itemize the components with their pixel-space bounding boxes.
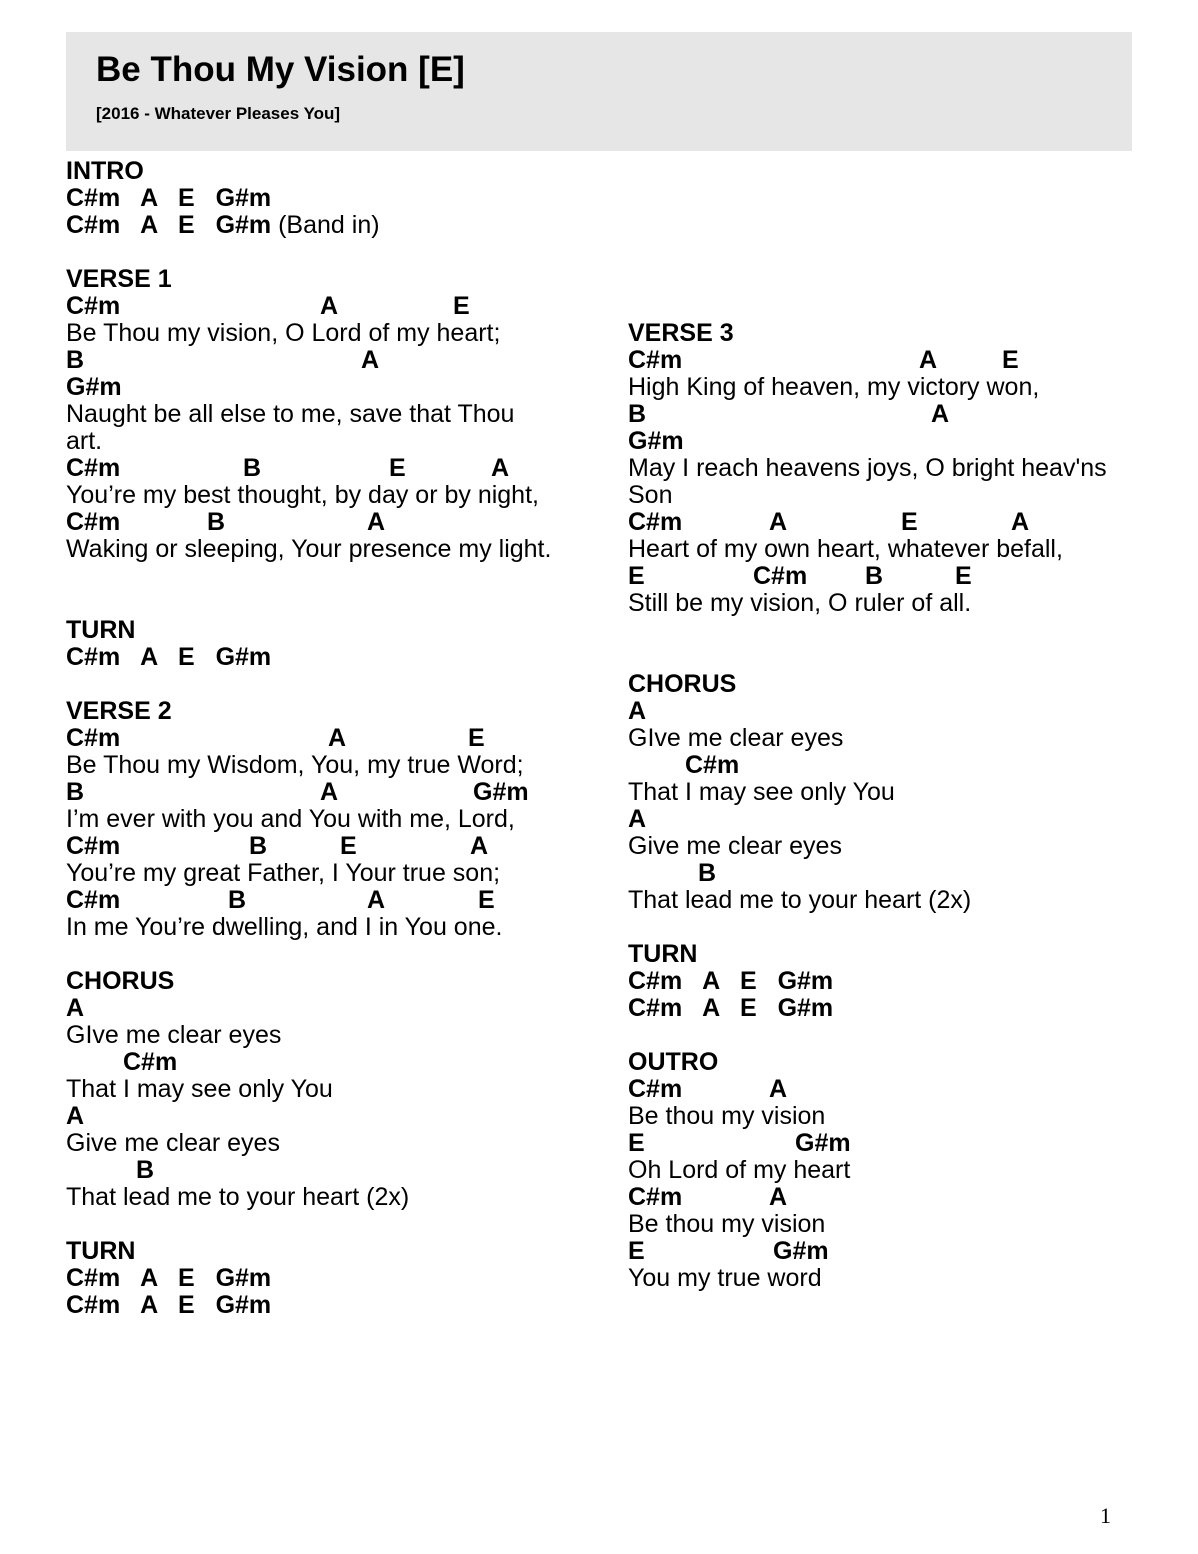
turn-section	[628, 941, 1148, 1022]
chord: A	[328, 724, 347, 752]
chord: E	[628, 1129, 645, 1157]
lyric-line: Be thou my vision	[628, 1210, 826, 1238]
chord: C#m	[66, 292, 121, 320]
outro-section	[628, 1049, 1148, 1292]
verse2-section	[66, 698, 576, 941]
song-subtitle: [2016 - Whatever Pleases You]	[96, 104, 341, 123]
chorus-section	[66, 968, 576, 1211]
chord: E	[468, 724, 485, 752]
chord-line: G#m	[66, 373, 122, 401]
chorus-section	[628, 671, 1148, 914]
chord: C#m	[66, 454, 121, 482]
section-header: VERSE 1	[66, 265, 172, 293]
lyric-line: Be thou my vision	[628, 1102, 826, 1130]
chord-line	[628, 1238, 1148, 1265]
chord-sequence: C#m A E G#m	[66, 211, 272, 239]
chord-line	[66, 833, 576, 860]
chord-line	[66, 509, 576, 536]
section-header: TURN	[66, 616, 136, 644]
turn-section	[66, 1238, 576, 1319]
lyric-line: You’re my great Father, I Your true son;	[66, 859, 501, 887]
performance-note: (Band in)	[271, 211, 380, 239]
chord: B	[228, 886, 247, 914]
lyric-line: GIve me clear eyes	[66, 1021, 282, 1049]
lyric-line: That I may see only You	[66, 1075, 333, 1103]
chord-line	[628, 1130, 1148, 1157]
chord-line: A	[66, 1102, 85, 1130]
chord: G#m	[773, 1237, 829, 1265]
section-header: TURN	[66, 1237, 136, 1265]
chord: C#m	[628, 1075, 683, 1103]
chord-line: G#m	[628, 427, 684, 455]
lyric-line: High King of heaven, my victory won,	[628, 373, 1040, 401]
lyric-line: GIve me clear eyes	[628, 724, 844, 752]
chord-line	[66, 725, 576, 752]
chord: C#m	[628, 508, 683, 536]
lyric-line: That lead me to your heart (2x)	[66, 1183, 410, 1211]
chord-line	[628, 401, 1148, 428]
chord: A	[769, 1075, 788, 1103]
chord: A	[361, 346, 380, 374]
lyric-line: Give me clear eyes	[66, 1129, 280, 1157]
chord-line	[628, 752, 1148, 779]
chord: B	[136, 1156, 155, 1184]
verse3-section	[628, 320, 1148, 617]
chord: B	[66, 778, 85, 806]
lyric-line: Waking or sleeping, Your presence my light.	[66, 535, 552, 563]
chord: C#m	[753, 562, 808, 590]
chord: A	[320, 292, 339, 320]
page-number: 1	[1100, 1503, 1111, 1528]
chord: A	[470, 832, 489, 860]
section-header: CHORUS	[628, 670, 737, 698]
chord-line	[628, 1184, 1148, 1211]
chord: A	[769, 1183, 788, 1211]
chord: A	[931, 400, 950, 428]
chord: A	[320, 778, 339, 806]
chord: E	[955, 562, 972, 590]
chord: E	[389, 454, 406, 482]
chord: C#m	[66, 886, 121, 914]
chord: B	[628, 400, 647, 428]
lyric-line: May I reach heavens joys, O bright heav'ns	[628, 454, 1107, 482]
chord: C#m	[685, 751, 740, 779]
chord: C#m	[66, 508, 121, 536]
lyric-line: art.	[66, 427, 103, 455]
chord-line: A	[628, 697, 647, 725]
lyric-line: I’m ever with you and You with me, Lord,	[66, 805, 515, 833]
chord-line	[628, 347, 1148, 374]
chord-line	[628, 860, 1148, 887]
section-header: TURN	[628, 940, 698, 968]
chord-line: A	[628, 805, 647, 833]
chord-line: C#m A E G#m	[628, 967, 834, 995]
lyric-line: In me You’re dwelling, and I in You one.	[66, 913, 503, 941]
section-header: INTRO	[66, 157, 144, 185]
chord-line: A	[66, 994, 85, 1022]
chord: B	[865, 562, 884, 590]
chord: E	[340, 832, 357, 860]
chord: C#m	[66, 832, 121, 860]
chord: C#m	[123, 1048, 178, 1076]
chord-line: C#m A E G#m	[66, 1264, 272, 1292]
chord: A	[367, 508, 386, 536]
chord: B	[207, 508, 226, 536]
chord-line	[66, 347, 576, 374]
verse1-section	[66, 266, 576, 563]
chord-line	[628, 509, 1148, 536]
chord: C#m	[628, 1183, 683, 1211]
chord-line	[66, 887, 576, 914]
lyric-line: Be Thou my Wisdom, You, my true Word;	[66, 751, 524, 779]
lyric-line: Oh Lord of my heart	[628, 1156, 851, 1184]
chord: E	[478, 886, 495, 914]
chord: B	[66, 346, 85, 374]
chord-line	[66, 1049, 576, 1076]
chord-line	[628, 1076, 1148, 1103]
section-header: CHORUS	[66, 967, 175, 995]
chord-line	[66, 455, 576, 482]
lyric-line: You’re my best thought, by day or by night,	[66, 481, 539, 509]
chord: A	[1011, 508, 1030, 536]
title-banner	[66, 32, 1132, 151]
lyric-line: Naught be all else to me, save that Thou	[66, 400, 515, 428]
chord-line	[66, 1157, 576, 1184]
song-title: Be Thou My Vision [E]	[96, 50, 465, 89]
chord: C#m	[66, 724, 121, 752]
chord-line	[628, 563, 1148, 590]
section-header: VERSE 3	[628, 319, 734, 347]
chord-line	[66, 779, 576, 806]
lyric-line: Give me clear eyes	[628, 832, 842, 860]
intro-section	[66, 158, 576, 239]
chord: A	[769, 508, 788, 536]
chord-line: C#m A E G#m	[66, 643, 272, 671]
chord: C#m	[628, 346, 683, 374]
chord: E	[628, 1237, 645, 1265]
turn-section	[66, 617, 576, 671]
lyric-line: That I may see only You	[628, 778, 895, 806]
chord: G#m	[795, 1129, 851, 1157]
chord: A	[491, 454, 510, 482]
chord-line: C#m A E G#m	[628, 994, 834, 1022]
chord: E	[453, 292, 470, 320]
lyric-line: Be Thou my vision, O Lord of my heart;	[66, 319, 501, 347]
chord: E	[901, 508, 918, 536]
lyric-line: Son	[628, 481, 673, 509]
chord: A	[367, 886, 386, 914]
chord-line: C#m A E G#m	[66, 1291, 272, 1319]
lyric-line: Heart of my own heart, whatever befall,	[628, 535, 1063, 563]
chord: G#m	[473, 778, 529, 806]
section-header: OUTRO	[628, 1048, 719, 1076]
chord: E	[628, 562, 645, 590]
chord: B	[249, 832, 268, 860]
chord-line	[66, 212, 576, 239]
lyric-line: You my true word	[628, 1264, 822, 1292]
section-header: VERSE 2	[66, 697, 172, 725]
right-column	[628, 320, 1148, 1292]
chord: B	[243, 454, 262, 482]
lyric-line: That lead me to your heart (2x)	[628, 886, 972, 914]
chord-line	[66, 293, 576, 320]
chord-line: C#m A E G#m	[66, 184, 272, 212]
lyric-line: Still be my vision, O ruler of all.	[628, 589, 972, 617]
chord: E	[1002, 346, 1019, 374]
left-column	[66, 158, 576, 1319]
chord: B	[698, 859, 717, 887]
chord: A	[919, 346, 938, 374]
